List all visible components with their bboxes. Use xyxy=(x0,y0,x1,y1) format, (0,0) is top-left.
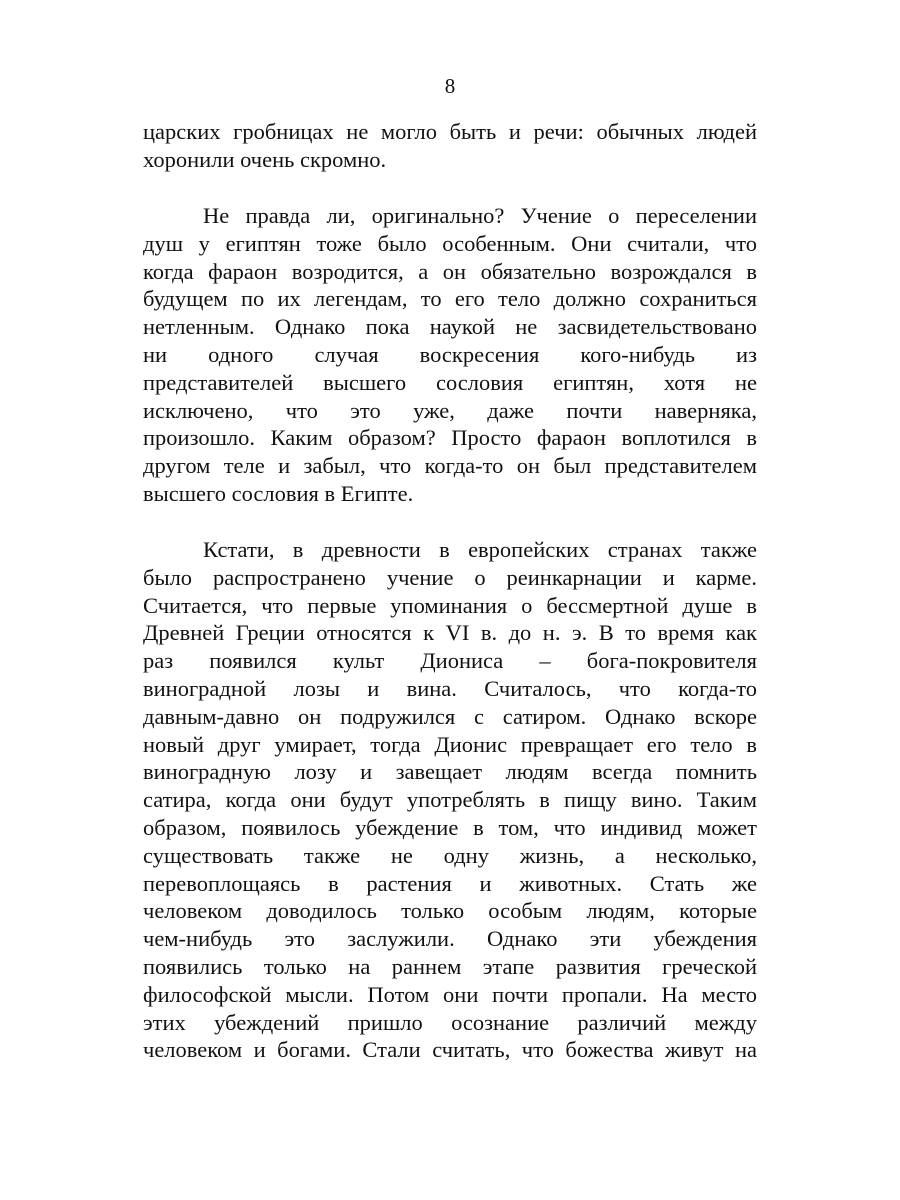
text-line: нетленным. Однако пока наукой не засвидетельствовано xyxy=(143,314,757,340)
paragraph-3 xyxy=(143,536,757,1064)
text-line: раз появился культ Диониса – бога-покровителя xyxy=(143,648,757,674)
text-line: Кстати, в древности в европейских странах также xyxy=(203,537,757,562)
text-line: образом, появилось убеждение в том, что индивид может xyxy=(143,814,757,840)
text-line: Не правда ли, оригинально? Учение о переселении xyxy=(203,203,757,228)
text-line: представителей высшего сословия египтян, хотя не xyxy=(143,369,757,395)
paragraph-2 xyxy=(143,202,757,508)
text-line: исключено, что это уже, даже почти наверняка, xyxy=(143,397,757,423)
text-line: виноградную лозу и завещает людям всегда помнить xyxy=(143,759,757,785)
text-line: появились только на раннем этапе развития греческой xyxy=(143,953,757,979)
text-line: когда фараон возродится, а он обязательно возрождался в xyxy=(143,258,757,284)
text-line: человеком доводилось только особым людям, которые xyxy=(143,898,757,924)
text-line: ни одного случая воскресения кого-нибудь из xyxy=(143,341,757,367)
text-line: философской мысли. Потом они почти пропали. На место xyxy=(143,981,757,1007)
paragraph-1 xyxy=(143,118,757,174)
text-line: Считается, что первые упоминания о бессмертной душе в xyxy=(143,592,757,618)
page-number: 8 xyxy=(444,74,456,98)
text-line: виноградной лозы и вина. Считалось, что когда-то xyxy=(143,675,757,701)
text-line: будущем по их легендам, то его тело должно сохраниться xyxy=(143,286,757,312)
text-line: чем-нибудь это заслужили. Однако эти убеждения xyxy=(143,926,757,952)
text-line: давным-давно он подружился с сатиром. Однако вскоре xyxy=(143,703,757,729)
text-line: высшего сословия в Египте. xyxy=(143,480,414,506)
text-line: существовать также не одну жизнь, а несколько, xyxy=(143,842,757,868)
text-line: царских гробницах не могло быть и речи: обычных людей xyxy=(143,119,757,144)
text-line: этих убеждений пришло осознание различий между xyxy=(143,1009,757,1035)
text-line: произошло. Каким образом? Просто фараон воплотился в xyxy=(143,425,757,451)
text-line: новый друг умирает, тогда Дионис превращает его тело в xyxy=(143,731,757,757)
text-line: другом теле и забыл, что когда-то он был представителем xyxy=(143,453,757,479)
text-line: человеком и богами. Стали считать, что божества живут на xyxy=(143,1037,757,1063)
text-line: Древней Греции относятся к VI в. до н. э. В то время как xyxy=(143,620,757,646)
text-line: было распространено учение о реинкарнации и карме. xyxy=(143,564,757,590)
text-line: сатира, когда они будут употреблять в пищу вино. Таким xyxy=(143,787,757,813)
text-line: перевоплощаясь в растения и животных. Стать же xyxy=(143,870,757,896)
text-line: душ у египтян тоже было особенным. Они считали, что xyxy=(143,230,757,256)
text-line: хоронили очень скромно. xyxy=(143,146,387,172)
